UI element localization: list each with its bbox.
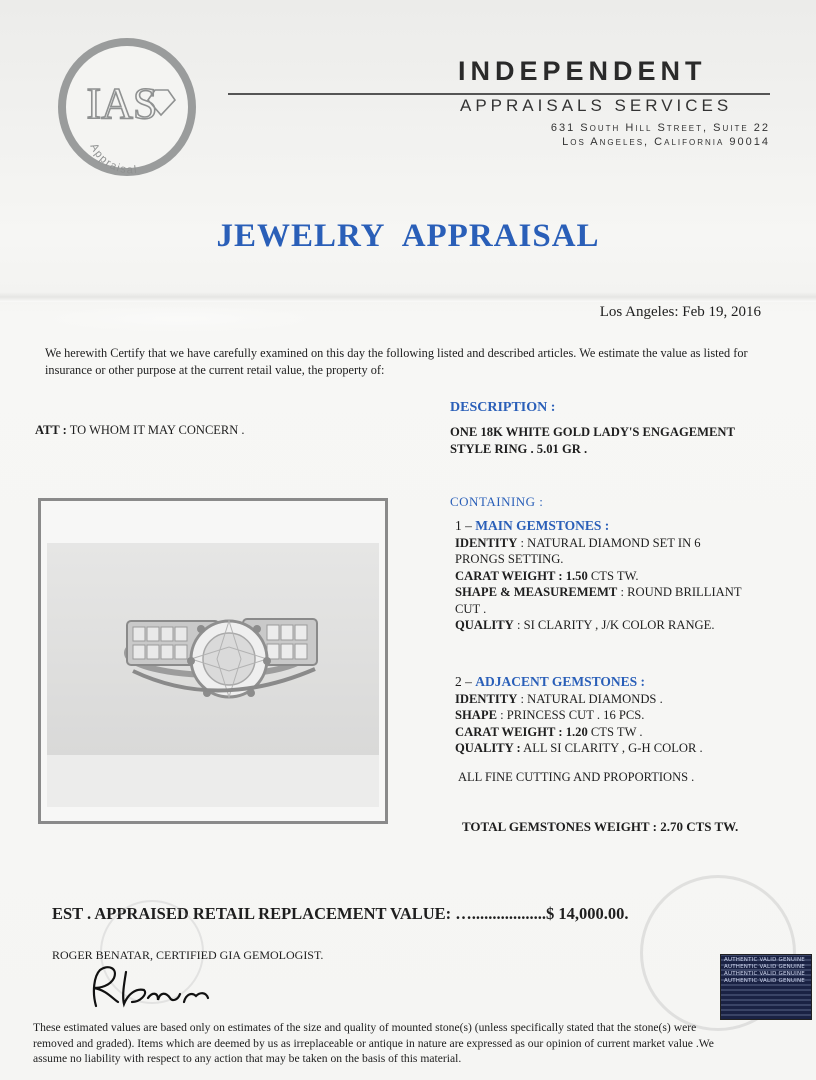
main-gemstones-section	[455, 518, 800, 634]
quality-row	[455, 740, 800, 757]
attention-line	[35, 423, 245, 438]
appraised-value: 14,000.00.	[554, 904, 629, 923]
gemologist-name: ROGER BENATAR, CERTIFIED GIA GEMOLOGIST.	[52, 948, 324, 962]
ring-photo	[38, 498, 388, 824]
quality-value: ALL SI CLARITY , G-H COLOR .	[523, 741, 703, 755]
carat-unit: CTS TW.	[590, 568, 639, 583]
document-title: JEWELRY APPRAISAL	[216, 218, 600, 254]
carat-row	[455, 724, 800, 741]
identity-label: IDENTITY	[455, 691, 518, 706]
date-line: Los Angeles: Feb 19, 2016	[599, 304, 761, 320]
ring-image	[41, 501, 385, 821]
company-name: INDEPENDENT	[458, 56, 707, 86]
shape-label: SHAPE	[455, 708, 497, 722]
shape-value: : ROUND BRILLIANT	[620, 585, 742, 599]
logo-monogram: IAS	[86, 79, 158, 128]
main-gemstones-heading	[455, 518, 800, 535]
hologram-sticker	[720, 954, 812, 1020]
hologram-text: AUTHENTIC VALID GENUINE AUTHENTIC VALID GENUINE AUTHENTIC VALID GENUINE AUTHENTIC VALID GENUINE	[724, 957, 805, 984]
quality-row	[455, 617, 800, 634]
company-subtitle: APPRAISALS SERVICES	[460, 96, 733, 115]
carat-unit: CTS TW .	[590, 724, 643, 739]
redaction-smudge	[40, 305, 320, 333]
identity-row-cont: PRONGS SETTING.	[455, 552, 564, 566]
carat-value: 1.20	[565, 724, 588, 739]
logo-icon	[58, 38, 196, 176]
identity-row	[455, 691, 800, 708]
shape-row	[455, 707, 800, 724]
carat-label: CARAT WEIGHT :	[455, 568, 563, 583]
quality-label: QUALITY :	[455, 741, 521, 755]
signature-image	[78, 962, 228, 1012]
att-value: TO WHOM IT MAY CONCERN .	[69, 423, 245, 437]
adjacent-gemstones-heading	[455, 674, 800, 691]
shape-value: : PRINCESS CUT . 16 PCS.	[500, 708, 645, 722]
shape-label: SHAPE & MEASUREMEMT	[455, 585, 618, 599]
address-line-1: 631 South Hill Street, Suite 22	[550, 122, 770, 134]
quality-label: QUALITY	[455, 618, 514, 632]
description-line-2: STYLE RING . 5.01 GR .	[450, 442, 588, 456]
containing-label: CONTAINING :	[450, 494, 544, 509]
shape-row-cont: CUT .	[455, 601, 487, 616]
cutting-note: ALL FINE CUTTING AND PROPORTIONS .	[458, 770, 695, 784]
shape-row	[455, 584, 800, 601]
total-weight: TOTAL GEMSTONES WEIGHT : 2.70 CTS TW.	[462, 819, 739, 834]
logo-ring-text: Appraisal	[87, 141, 139, 176]
adjacent-gemstones-section	[455, 674, 800, 757]
address-line-2: Los Angeles, California 90014	[562, 136, 770, 148]
section-number: 2 –	[455, 674, 472, 689]
section-title: ADJACENT GEMSTONES :	[475, 674, 646, 689]
section-number: 1 –	[455, 518, 472, 533]
carat-value: 1.50	[565, 568, 588, 583]
certification-statement: We herewith Certify that we have carefully examined on this day the following listed and described articles. We estimate the value as listed for insurance or other purpose at the current retail value, the property of:	[45, 346, 748, 377]
carat-label: CARAT WEIGHT :	[455, 724, 563, 739]
identity-row	[455, 535, 800, 552]
description-heading: DESCRIPTION :	[450, 400, 556, 415]
att-label: ATT :	[35, 423, 67, 437]
ias-logo	[58, 38, 196, 176]
appraised-value-label: EST . APPRAISED RETAIL REPLACEMENT VALUE:	[52, 904, 452, 923]
identity-label: IDENTITY	[455, 535, 518, 550]
identity-value: : NATURAL DIAMONDS .	[520, 691, 663, 706]
description-line-1: ONE 18K WHITE GOLD LADY'S ENGAGEMENT	[450, 425, 735, 439]
identity-value: : NATURAL DIAMOND SET IN 6	[520, 535, 701, 550]
quality-value: : SI CLARITY , J/K COLOR RANGE.	[516, 618, 715, 632]
section-title: MAIN GEMSTONES :	[475, 518, 610, 533]
carat-row	[455, 568, 800, 585]
appraised-value-dots: …..................$	[451, 904, 555, 923]
disclaimer-text: These estimated values are based only on estimates of the size and quality of mounted stone(s) (unless specifically stated that the stone(s) were removed and graded). Items which are deemed by us as irreplaceable or antique in nature are expressed as our opinion of current market value .We assume no liability with respect to any action that may be taken on the basis of this material.	[33, 1021, 714, 1065]
paper-fold	[0, 292, 816, 302]
header-divider	[228, 93, 770, 95]
description-text	[450, 424, 790, 458]
